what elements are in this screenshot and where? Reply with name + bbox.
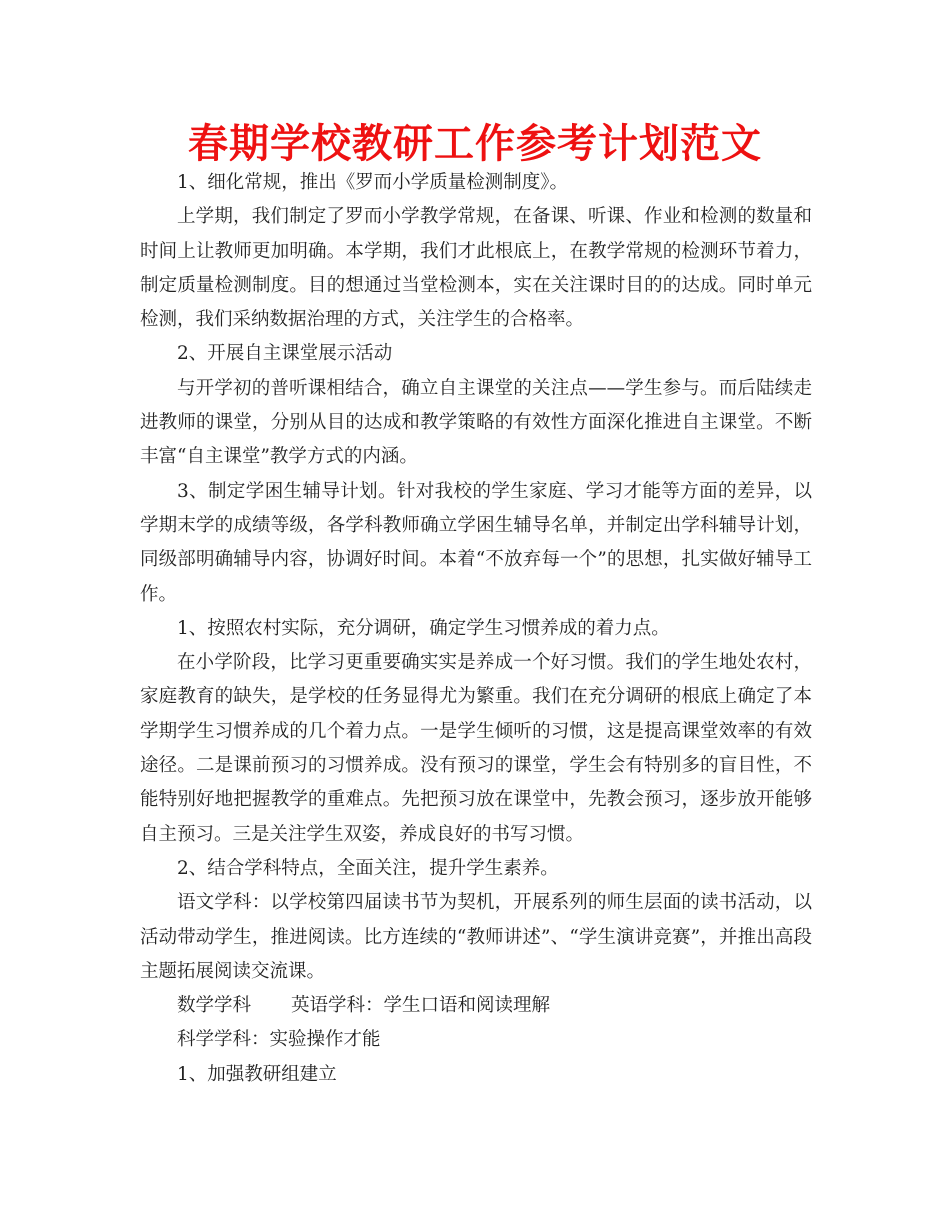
paragraph: 科学学科：实验操作才能 (177, 1029, 381, 1051)
paragraph: 2、结合学科特点，全面关注，提升学生素养。 (177, 857, 559, 879)
subject-english: 英语学科：学生口语和阅读理解 (291, 995, 551, 1017)
paragraph: 在小学阶段，比学习更重要确实实是养成一个好习惯。我们的学生地处农村，家庭教育的缺失，是学校的任务显得尤为繁重。我们在充分调研的根底上确定了本学期学生习惯养成的几个着力点。一是学生倾听的习惯，这是提高课堂效率的有效途径。二是课前预习的习惯养成。没有预习的课堂，学生会有特别多的盲目性，不能特别好地把握教学的重难点。先把预习放在课堂中，先教会预习，逐步放开能够自主预习。三是关注学生双姿，养成良好的书写习惯。 (140, 652, 812, 845)
paragraph: 上学期，我们制定了罗而小学教学常规，在备课、听课、作业和检测的数量和时间上让教师更加明确。本学期，我们才此根底上，在教学常规的检测环节着力，制定质量检测制度。目的想通过当堂检测本，实在关注课时目的的达成。同时单元检测，我们采纳数据治理的方式，关注学生的合格率。 (140, 206, 812, 331)
paragraph: 1、按照农村实际，充分调研，确定学生习惯养成的着力点。 (177, 617, 670, 639)
paragraph: 3、制定学困生辅导计划。针对我校的学生家庭、学习才能等方面的差异，以学期末学的成绩等级，各学科教师确立学困生辅导名单，并制定出学科辅导计划，同级部明确辅导内容，协调好时间。本着“不放弃每一个”的思想，扎实做好辅导工作。 (140, 480, 812, 605)
paragraph: 1、加强教研组建立 (177, 1063, 337, 1085)
subjects-line (140, 989, 812, 1023)
paragraph: 语文学科：以学校第四届读书节为契机，开展系列的师生层面的读书活动，以活动带动学生，推进阅读。比方连续的“教师讲述”、“学生演讲竞赛”，并推出高段主题拓展阅读交流课。 (140, 892, 812, 982)
subject-math: 数学学科 (177, 995, 252, 1017)
document-title: 春期学校教研工作参考计划范文 (188, 121, 762, 167)
paragraph: 1、细化常规，推出《罗而小学质量检测制度》。 (177, 172, 569, 193)
document-body (140, 166, 812, 1092)
paragraph: 与开学初的普听课相结合，确立自主课堂的关注点——学生参与。而后陆续走进教师的课堂，分别从目的达成和教学策略的有效性方面深化推进自主课堂。不断丰富“自主课堂”教学方式的内涵。 (140, 377, 812, 468)
paragraph: 2、开展自主课堂展示活动 (177, 343, 393, 365)
